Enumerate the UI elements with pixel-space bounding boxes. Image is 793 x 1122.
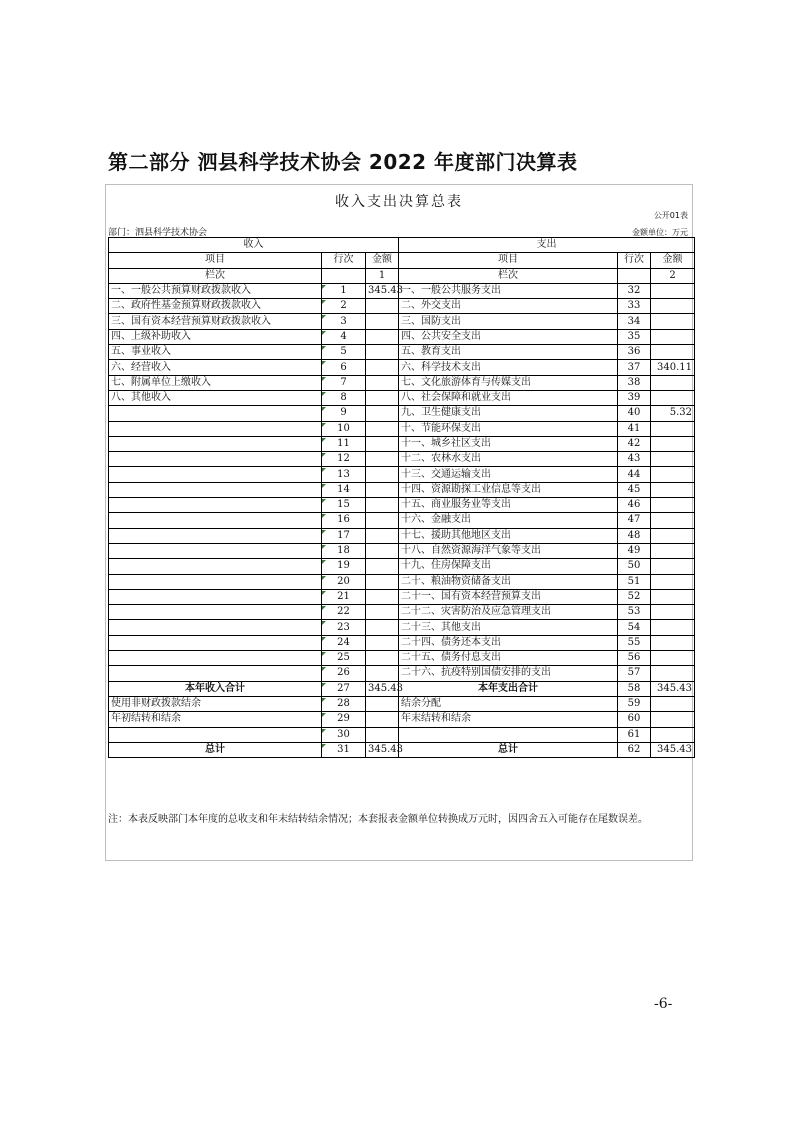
income-row-number-cell: 18 xyxy=(322,543,366,558)
income-item-cell xyxy=(109,421,322,436)
income-item-cell xyxy=(109,482,322,497)
income-amount-cell: 345.43 xyxy=(366,742,399,757)
income-amount-cell xyxy=(366,482,399,497)
expense-row-number-cell: 59 xyxy=(618,696,651,711)
income-header: 收入 xyxy=(109,238,399,253)
income-item-cell: 六、经营收入 xyxy=(109,360,322,375)
income-amount-cell xyxy=(366,314,399,329)
footnote: 注：本表反映部门本年度的总收支和年末结转结余情况；本套报表金额单位转换成万元时，因四舍五入可能存在尾数误差。 xyxy=(108,814,648,825)
page-title: 第二部分 泗县科学技术协会 2022 年度部门决算表 xyxy=(108,150,578,174)
expense-row-number-cell: 44 xyxy=(618,467,651,482)
expense-row-number-cell: 56 xyxy=(618,651,651,666)
table-row xyxy=(109,314,695,329)
income-item-cell: 本年收入合计 xyxy=(109,681,322,696)
income-item-cell: 四、上级补助收入 xyxy=(109,329,322,344)
expense-item-cell: 年末结转和结余 xyxy=(399,712,618,727)
income-amount-cell xyxy=(366,712,399,727)
expense-item-cell: 结余分配 xyxy=(399,696,618,711)
income-row-number-cell: 24 xyxy=(322,635,366,650)
expense-row-number-cell: 49 xyxy=(618,543,651,558)
expense-amount-cell xyxy=(651,498,695,513)
income-row-number-cell: 12 xyxy=(322,452,366,467)
expense-amount-cell xyxy=(651,605,695,620)
income-row-number-cell: 9 xyxy=(322,406,366,421)
income-row-number-cell: 3 xyxy=(322,314,366,329)
expense-item-cell: 六、科学技术支出 xyxy=(399,360,618,375)
expense-item-cell: 二、外交支出 xyxy=(399,299,618,314)
income-row-number-cell: 27 xyxy=(322,681,366,696)
income-row-number-cell: 5 xyxy=(322,345,366,360)
expense-item-cell: 十九、住房保障支出 xyxy=(399,559,618,574)
income-row-number-cell: 11 xyxy=(322,436,366,451)
income-row-number-cell: 6 xyxy=(322,360,366,375)
income-item-cell: 年初结转和结余 xyxy=(109,712,322,727)
income-row-number-cell: 30 xyxy=(322,727,366,742)
income-item-cell xyxy=(109,589,322,604)
income-amount-cell xyxy=(366,390,399,405)
income-amount-cell xyxy=(366,528,399,543)
table-row xyxy=(109,635,695,650)
income-item-cell xyxy=(109,498,322,513)
income-row-number-cell: 25 xyxy=(322,651,366,666)
page-number: -6- xyxy=(654,996,673,1012)
income-item-cell: 一、一般公共预算财政拨款收入 xyxy=(109,283,322,298)
expense-amount-cell: 345.43 xyxy=(651,681,695,696)
income-item-cell xyxy=(109,436,322,451)
income-column-label: 栏次 xyxy=(109,268,322,283)
table-row xyxy=(109,620,695,635)
table-row xyxy=(109,299,695,314)
income-amount-cell xyxy=(366,406,399,421)
expense-item-cell: 八、社会保障和就业支出 xyxy=(399,390,618,405)
table-row xyxy=(109,283,695,298)
income-row-number-cell: 16 xyxy=(322,513,366,528)
income-item-cell: 三、国有资本经营预算财政拨款收入 xyxy=(109,314,322,329)
income-item-cell xyxy=(109,452,322,467)
form-code: 公开01表 xyxy=(653,211,688,220)
expense-row-number-cell: 54 xyxy=(618,620,651,635)
income-item-cell: 五、事业收入 xyxy=(109,345,322,360)
table-title: 收入支出决算总表 xyxy=(335,194,463,210)
income-column-number: 1 xyxy=(366,268,399,283)
expense-amount-cell xyxy=(651,299,695,314)
expense-item-header: 项目 xyxy=(399,253,618,268)
table-row xyxy=(109,375,695,390)
income-amount-cell xyxy=(366,421,399,436)
expense-row-number-cell: 46 xyxy=(618,498,651,513)
table-row xyxy=(109,605,695,620)
expense-item-cell xyxy=(399,727,618,742)
table-row xyxy=(109,390,695,405)
expense-column-number: 2 xyxy=(651,268,695,283)
department-label: 部门：泗县科学技术协会 xyxy=(108,228,208,238)
income-row-number-cell: 7 xyxy=(322,375,366,390)
expense-row-number-cell: 32 xyxy=(618,283,651,298)
income-amount-cell xyxy=(366,436,399,451)
income-amount-cell: 345.43 xyxy=(366,681,399,696)
income-item-cell xyxy=(109,559,322,574)
expense-amount-cell xyxy=(651,467,695,482)
income-item-header: 项目 xyxy=(109,253,322,268)
income-item-cell xyxy=(109,605,322,620)
expense-header: 支出 xyxy=(399,238,695,253)
expense-item-cell: 三、国防支出 xyxy=(399,314,618,329)
income-amount-cell xyxy=(366,666,399,681)
expense-item-cell: 二十一、国有资本经营预算支出 xyxy=(399,589,618,604)
income-item-cell: 八、其他收入 xyxy=(109,390,322,405)
expense-row-number-cell: 35 xyxy=(618,329,651,344)
income-item-cell xyxy=(109,406,322,421)
income-row-number-cell: 21 xyxy=(322,589,366,604)
expense-rowno-header: 行次 xyxy=(618,253,651,268)
expense-row-number-cell: 51 xyxy=(618,574,651,589)
income-row-number-cell: 19 xyxy=(322,559,366,574)
table-row xyxy=(109,574,695,589)
income-row-number-cell: 20 xyxy=(322,574,366,589)
expense-row-number-cell: 61 xyxy=(618,727,651,742)
income-amount-cell xyxy=(366,605,399,620)
income-row-number-cell: 13 xyxy=(322,467,366,482)
expense-row-number-cell: 53 xyxy=(618,605,651,620)
total-row xyxy=(109,742,695,757)
income-row-number-cell: 15 xyxy=(322,498,366,513)
table-row xyxy=(109,559,695,574)
income-item-cell xyxy=(109,543,322,558)
expense-item-cell: 二十四、债务还本支出 xyxy=(399,635,618,650)
income-amount-cell xyxy=(366,513,399,528)
expense-amount-cell xyxy=(651,635,695,650)
income-amount-cell xyxy=(366,299,399,314)
expense-item-cell: 一、一般公共服务支出 xyxy=(399,283,618,298)
expense-amount-cell xyxy=(651,727,695,742)
table-row xyxy=(109,589,695,604)
expense-amount-cell xyxy=(651,375,695,390)
expense-row-number-cell: 57 xyxy=(618,666,651,681)
table-row xyxy=(109,329,695,344)
table-row xyxy=(109,651,695,666)
expense-row-number-cell: 45 xyxy=(618,482,651,497)
expense-row-number-cell: 58 xyxy=(618,681,651,696)
expense-item-cell: 二十六、抗疫特别国债安排的支出 xyxy=(399,666,618,681)
expense-item-cell: 十五、商业服务业等支出 xyxy=(399,498,618,513)
table-row xyxy=(109,498,695,513)
subtotal-row xyxy=(109,681,695,696)
expense-row-number-cell: 39 xyxy=(618,390,651,405)
expense-amount-cell xyxy=(651,421,695,436)
expense-amount-cell xyxy=(651,390,695,405)
income-row-number-cell: 22 xyxy=(322,605,366,620)
table-row xyxy=(109,666,695,681)
income-row-number-cell: 26 xyxy=(322,666,366,681)
table-row xyxy=(109,727,695,742)
expense-item-cell: 本年支出合计 xyxy=(399,681,618,696)
expense-item-cell: 五、教育支出 xyxy=(399,345,618,360)
expense-amount-cell xyxy=(651,574,695,589)
expense-row-number-cell: 62 xyxy=(618,742,651,757)
income-expense-table xyxy=(108,237,695,758)
table-row xyxy=(109,467,695,482)
income-item-cell xyxy=(109,513,322,528)
income-item-cell xyxy=(109,574,322,589)
income-row-number-cell: 4 xyxy=(322,329,366,344)
income-amount-cell xyxy=(366,574,399,589)
expense-item-cell: 十四、资源勘探工业信息等支出 xyxy=(399,482,618,497)
income-item-cell xyxy=(109,467,322,482)
income-amount-cell xyxy=(366,498,399,513)
table-row xyxy=(109,528,695,543)
income-amount-cell: 345.43 xyxy=(366,283,399,298)
expense-item-cell: 四、公共安全支出 xyxy=(399,329,618,344)
table-row xyxy=(109,696,695,711)
expense-row-number-cell: 55 xyxy=(618,635,651,650)
income-item-cell: 二、政府性基金预算财政拨款收入 xyxy=(109,299,322,314)
expense-amount-cell xyxy=(651,345,695,360)
expense-row-number-cell: 38 xyxy=(618,375,651,390)
expense-row-number-cell: 36 xyxy=(618,345,651,360)
expense-row-number-cell: 48 xyxy=(618,528,651,543)
expense-row-number-cell: 50 xyxy=(618,559,651,574)
column-number-row xyxy=(109,268,695,283)
expense-amount-cell xyxy=(651,452,695,467)
expense-amount-cell xyxy=(651,543,695,558)
unit-label: 金额单位：万元 xyxy=(632,228,688,237)
expense-amount-cell: 340.11 xyxy=(651,360,695,375)
income-item-cell xyxy=(109,727,322,742)
income-item-cell xyxy=(109,666,322,681)
income-row-number-cell: 29 xyxy=(322,712,366,727)
income-amount-cell xyxy=(366,727,399,742)
income-amount-cell xyxy=(366,620,399,635)
income-item-cell: 七、附属单位上缴收入 xyxy=(109,375,322,390)
income-rowno-blank xyxy=(322,268,366,283)
table-row xyxy=(109,421,695,436)
income-row-number-cell: 1 xyxy=(322,283,366,298)
expense-amount-cell xyxy=(651,712,695,727)
expense-row-number-cell: 40 xyxy=(618,406,651,421)
income-amount-cell xyxy=(366,329,399,344)
table-row xyxy=(109,712,695,727)
expense-amount-cell xyxy=(651,620,695,635)
income-row-number-cell: 31 xyxy=(322,742,366,757)
expense-amount-cell xyxy=(651,329,695,344)
column-header-row xyxy=(109,253,695,268)
expense-row-number-cell: 33 xyxy=(618,299,651,314)
expense-row-number-cell: 41 xyxy=(618,421,651,436)
expense-item-cell: 七、文化旅游体育与传媒支出 xyxy=(399,375,618,390)
income-row-number-cell: 2 xyxy=(322,299,366,314)
income-amount-cell xyxy=(366,360,399,375)
expense-item-cell: 十八、自然资源海洋气象等支出 xyxy=(399,543,618,558)
expense-amount-cell xyxy=(651,559,695,574)
expense-item-cell: 总计 xyxy=(399,742,618,757)
expense-item-cell: 九、卫生健康支出 xyxy=(399,406,618,421)
expense-amount-cell xyxy=(651,513,695,528)
income-amount-cell xyxy=(366,589,399,604)
income-item-cell xyxy=(109,651,322,666)
income-item-cell xyxy=(109,620,322,635)
income-item-cell: 使用非财政拨款结余 xyxy=(109,696,322,711)
expense-item-cell: 二十五、债务付息支出 xyxy=(399,651,618,666)
income-rowno-header: 行次 xyxy=(322,253,366,268)
expense-item-cell: 十二、农林水支出 xyxy=(399,452,618,467)
expense-item-cell: 十六、金融支出 xyxy=(399,513,618,528)
income-amount-cell xyxy=(366,696,399,711)
table-row xyxy=(109,452,695,467)
income-item-cell xyxy=(109,528,322,543)
expense-item-cell: 十三、交通运输支出 xyxy=(399,467,618,482)
income-amount-header: 金额 xyxy=(366,253,399,268)
table-row xyxy=(109,406,695,421)
expense-amount-cell xyxy=(651,482,695,497)
income-amount-cell xyxy=(366,543,399,558)
income-row-number-cell: 8 xyxy=(322,390,366,405)
table-row xyxy=(109,345,695,360)
expense-amount-cell xyxy=(651,666,695,681)
income-row-number-cell: 14 xyxy=(322,482,366,497)
expense-amount-cell xyxy=(651,528,695,543)
income-amount-cell xyxy=(366,559,399,574)
income-row-number-cell: 17 xyxy=(322,528,366,543)
expense-amount-cell xyxy=(651,589,695,604)
expense-item-cell: 二十二、灾害防治及应急管理支出 xyxy=(399,605,618,620)
expense-row-number-cell: 43 xyxy=(618,452,651,467)
income-amount-cell xyxy=(366,345,399,360)
table-row xyxy=(109,513,695,528)
expense-amount-cell xyxy=(651,283,695,298)
expense-item-cell: 十、节能环保支出 xyxy=(399,421,618,436)
income-row-number-cell: 10 xyxy=(322,421,366,436)
expense-row-number-cell: 47 xyxy=(618,513,651,528)
income-amount-cell xyxy=(366,635,399,650)
expense-rowno-blank xyxy=(618,268,651,283)
table-row xyxy=(109,543,695,558)
expense-amount-cell: 345.43 xyxy=(651,742,695,757)
expense-row-number-cell: 34 xyxy=(618,314,651,329)
income-item-cell: 总计 xyxy=(109,742,322,757)
section-header-row xyxy=(109,238,695,253)
expense-item-cell: 十七、援助其他地区支出 xyxy=(399,528,618,543)
expense-amount-header: 金额 xyxy=(651,253,695,268)
expense-row-number-cell: 60 xyxy=(618,712,651,727)
expense-amount-cell xyxy=(651,436,695,451)
expense-amount-cell xyxy=(651,651,695,666)
income-row-number-cell: 28 xyxy=(322,696,366,711)
income-item-cell xyxy=(109,635,322,650)
expense-row-number-cell: 37 xyxy=(618,360,651,375)
income-amount-cell xyxy=(366,452,399,467)
expense-item-cell: 二十、粮油物资储备支出 xyxy=(399,574,618,589)
expense-item-cell: 十一、城乡社区支出 xyxy=(399,436,618,451)
expense-row-number-cell: 42 xyxy=(618,436,651,451)
expense-row-number-cell: 52 xyxy=(618,589,651,604)
income-amount-cell xyxy=(366,375,399,390)
table-row xyxy=(109,482,695,497)
expense-amount-cell: 5.32 xyxy=(651,406,695,421)
budget-sheet xyxy=(105,184,693,861)
income-amount-cell xyxy=(366,651,399,666)
income-amount-cell xyxy=(366,467,399,482)
income-row-number-cell: 23 xyxy=(322,620,366,635)
expense-amount-cell xyxy=(651,314,695,329)
expense-amount-cell xyxy=(651,696,695,711)
expense-column-label: 栏次 xyxy=(399,268,618,283)
table-row xyxy=(109,360,695,375)
expense-item-cell: 二十三、其他支出 xyxy=(399,620,618,635)
table-row xyxy=(109,436,695,451)
